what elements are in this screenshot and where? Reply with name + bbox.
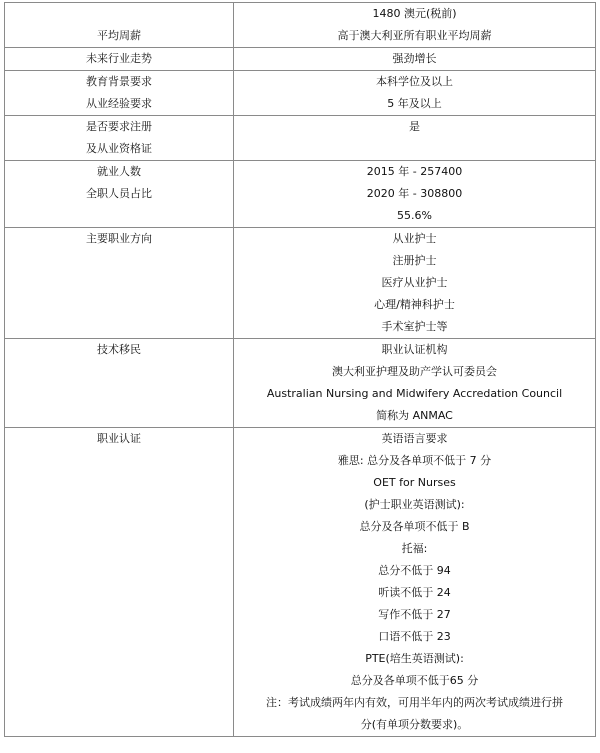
- row-value: 总分不低于 94: [378, 564, 451, 577]
- info-row: [5, 161, 596, 228]
- row-value: 2020 年 - 308800: [366, 187, 463, 200]
- row-value: OET for Nurses: [373, 476, 456, 489]
- row-value-cell: [234, 161, 596, 228]
- row-value: 雅思: 总分及各单项不低于 7 分: [337, 454, 492, 467]
- row-value-cell: [234, 228, 596, 339]
- row-value: 注：考试成绩两年内有效，可用半年内的两次考试成绩进行拼: [266, 696, 563, 709]
- row-value: 写作不低于 27: [378, 608, 451, 621]
- row-label: 未来行业走势: [86, 52, 152, 65]
- row-label: 从业经验要求: [86, 97, 152, 110]
- row-label-cell: [5, 48, 234, 71]
- row-value: 听读不低于 24: [378, 586, 451, 599]
- row-value: 注册护士: [392, 254, 437, 267]
- row-value-cell: [234, 71, 596, 116]
- row-value: 托福:: [401, 542, 428, 555]
- row-value-cell: [234, 428, 596, 737]
- row-value: 55.6%: [397, 209, 432, 222]
- row-label: 及从业资格证: [86, 142, 152, 155]
- info-row: [5, 428, 596, 737]
- info-row: [5, 339, 596, 428]
- row-value: Australian Nursing and Midwifery Accredation Council: [266, 387, 563, 400]
- row-value: 总分及各单项不低于65 分: [350, 674, 479, 687]
- row-label: 平均周薪: [97, 29, 141, 42]
- row-value: (护士职业英语测试):: [364, 498, 465, 511]
- row-label: 是否要求注册: [86, 120, 152, 133]
- row-label-cell: [5, 3, 234, 48]
- row-value: 手术室护士等: [381, 320, 448, 333]
- row-value: 高于澳大利亚所有职业平均周薪: [337, 29, 492, 42]
- occupation-info-table: [4, 2, 596, 737]
- row-label: 主要职业方向: [86, 232, 152, 245]
- row-label: 教育背景要求: [86, 75, 152, 88]
- row-value: PTE(培生英语测试):: [365, 652, 464, 665]
- row-value-cell: [234, 339, 596, 428]
- row-label: [5, 3, 233, 25]
- row-value-cell: [234, 3, 596, 48]
- row-value-cell: [234, 116, 596, 161]
- info-row: [5, 48, 596, 71]
- row-value: 医疗从业护士: [381, 276, 448, 289]
- row-label: 技术移民: [97, 343, 141, 356]
- row-value: 强劲增长: [392, 52, 437, 65]
- row-value: 1480 澳元(税前): [372, 7, 457, 20]
- info-row: [5, 71, 596, 116]
- row-label-cell: [5, 116, 234, 161]
- row-value: 口语不低于 23: [378, 630, 451, 643]
- row-label-cell: [5, 339, 234, 428]
- row-value: 心理/精神科护士: [374, 298, 455, 311]
- row-label: 职业认证: [97, 432, 141, 445]
- row-value: 总分及各单项不低于 B: [359, 520, 470, 533]
- row-value: 是: [409, 120, 420, 133]
- row-value: 2015 年 - 257400: [366, 165, 463, 178]
- row-label-cell: [5, 71, 234, 116]
- row-value: 本科学位及以上: [376, 75, 453, 88]
- row-label-cell: [5, 428, 234, 737]
- row-label: 全职人员占比: [86, 187, 152, 200]
- row-value: 英语语言要求: [381, 432, 448, 445]
- row-value: 分(有单项分数要求)。: [360, 718, 469, 731]
- row-value-cell: [234, 48, 596, 71]
- info-row: [5, 116, 596, 161]
- row-value: 5 年及以上: [387, 97, 442, 110]
- row-value: 简称为 ANMAC: [376, 409, 453, 422]
- row-value: [234, 138, 595, 160]
- row-value: 职业认证机构: [381, 343, 448, 356]
- row-value: 从业护士: [392, 232, 437, 245]
- row-label-cell: [5, 161, 234, 228]
- row-label: 就业人数: [97, 165, 141, 178]
- row-value: 澳大利亚护理及助产学认可委员会: [332, 365, 497, 378]
- info-row: [5, 228, 596, 339]
- info-row: [5, 3, 596, 48]
- row-label-cell: [5, 228, 234, 339]
